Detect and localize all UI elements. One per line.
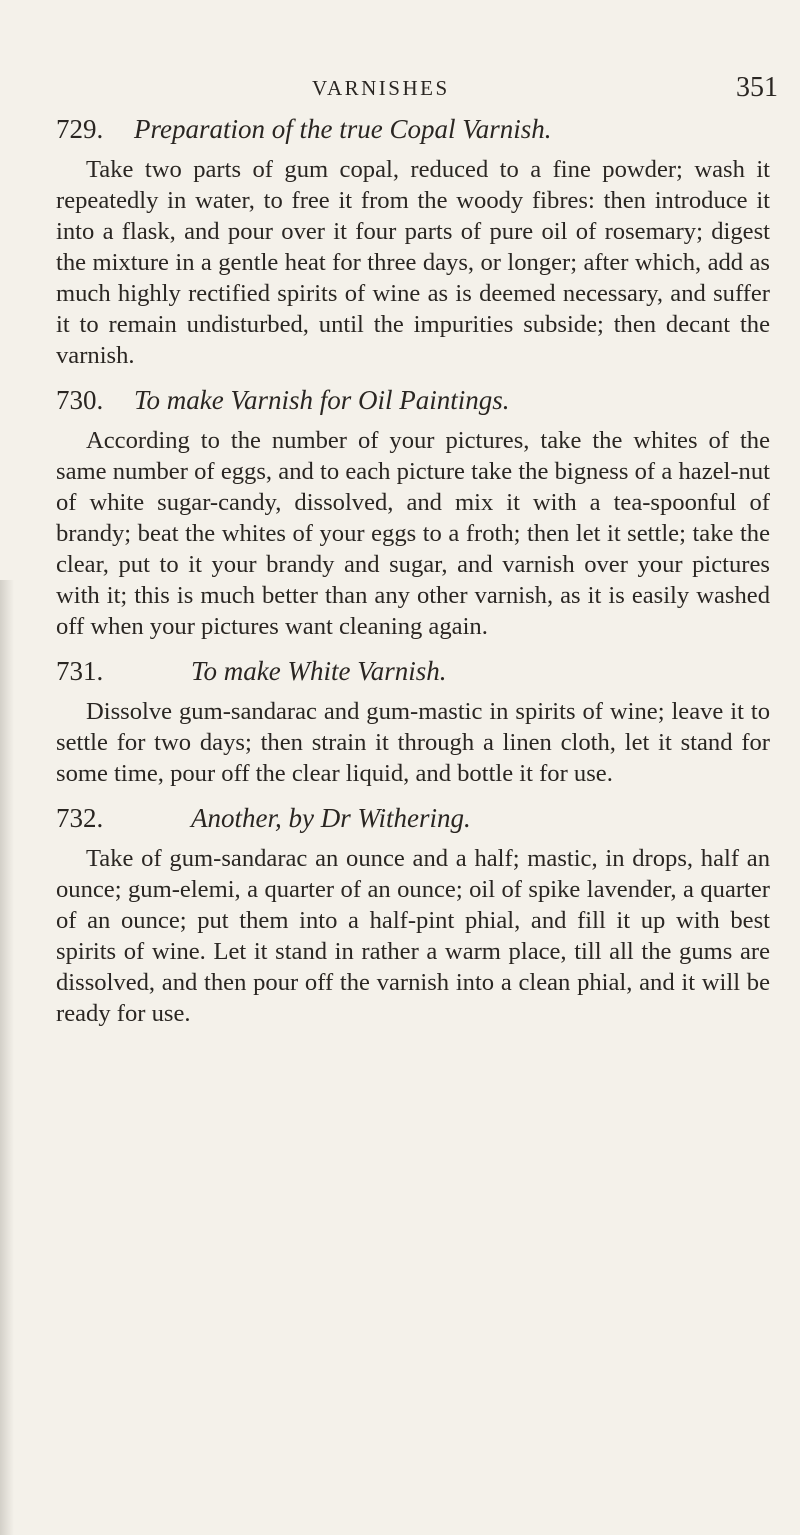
recipe-heading xyxy=(56,383,770,417)
page-content xyxy=(56,108,770,1041)
recipe-title: To make Varnish for Oil Paintings. xyxy=(134,385,510,415)
recipe-title: To make White Varnish. xyxy=(191,656,447,686)
recipe-title: Preparation of the true Copal Varnish. xyxy=(134,114,552,144)
binding-shadow xyxy=(0,580,14,1535)
running-head xyxy=(0,62,800,102)
recipe-title: Another, by Dr Withering. xyxy=(191,803,471,833)
running-title: VARNISHES xyxy=(312,76,450,100)
recipe-body: Dissolve gum-sandarac and gum-mastic in spirits of wine; leave it to settle for two days; then strain it through a linen cloth, let it stand for some time, pour off the clear liquid, and bottle it for use. xyxy=(56,698,770,787)
page-number: 351 xyxy=(736,72,778,103)
recipe-entry xyxy=(56,112,770,371)
recipe-number: 729. xyxy=(56,114,104,144)
recipe-number: 731. xyxy=(56,656,104,686)
recipe-entry xyxy=(56,801,770,1029)
recipe-heading xyxy=(56,654,770,688)
recipe-entry xyxy=(56,383,770,642)
recipe-body: According to the number of your pictures, take the whites of the same number of eggs, and to each picture take the bigness of a hazel-nut of white sugar-candy, dissolved, and mix it with a tea-spoonful of brandy; beat the whites of your eggs to a froth; then let it settle; take the clear, put to it your brandy and sugar, and varnish over your pictures with it; this is much better than any other varnish, as it is easily washed off when your pictures want cleaning again. xyxy=(56,427,770,640)
recipe-heading xyxy=(56,801,770,835)
recipe-heading xyxy=(56,112,770,146)
recipe-body: Take of gum-sandarac an ounce and a half; mastic, in drops, half an ounce; gum-elemi, a quarter of an ounce; oil of spike lavender, a quarter of an ounce; put them into a half-pint phial, and fill it up with best spirits of wine. Let it stand in rather a warm place, till all the gums are dissolved, and then pour off the varnish into a clean phial, and it will be ready for use. xyxy=(56,845,770,1027)
recipe-number: 732. xyxy=(56,803,104,833)
recipe-entry xyxy=(56,654,770,789)
recipe-body: Take two parts of gum copal, reduced to a fine powder; wash it repeatedly in water, to free it from the woody fibres: then introduce it into a flask, and pour over it four parts of pure oil of rosemary; digest the mixture in a gentle heat for three days, or longer; after which, add as much highly rectified spirits of wine as is deemed necessary, and suffer it to remain undisturbed, until the impurities subside; then decant the varnish. xyxy=(56,156,770,369)
recipe-number: 730. xyxy=(56,385,104,415)
